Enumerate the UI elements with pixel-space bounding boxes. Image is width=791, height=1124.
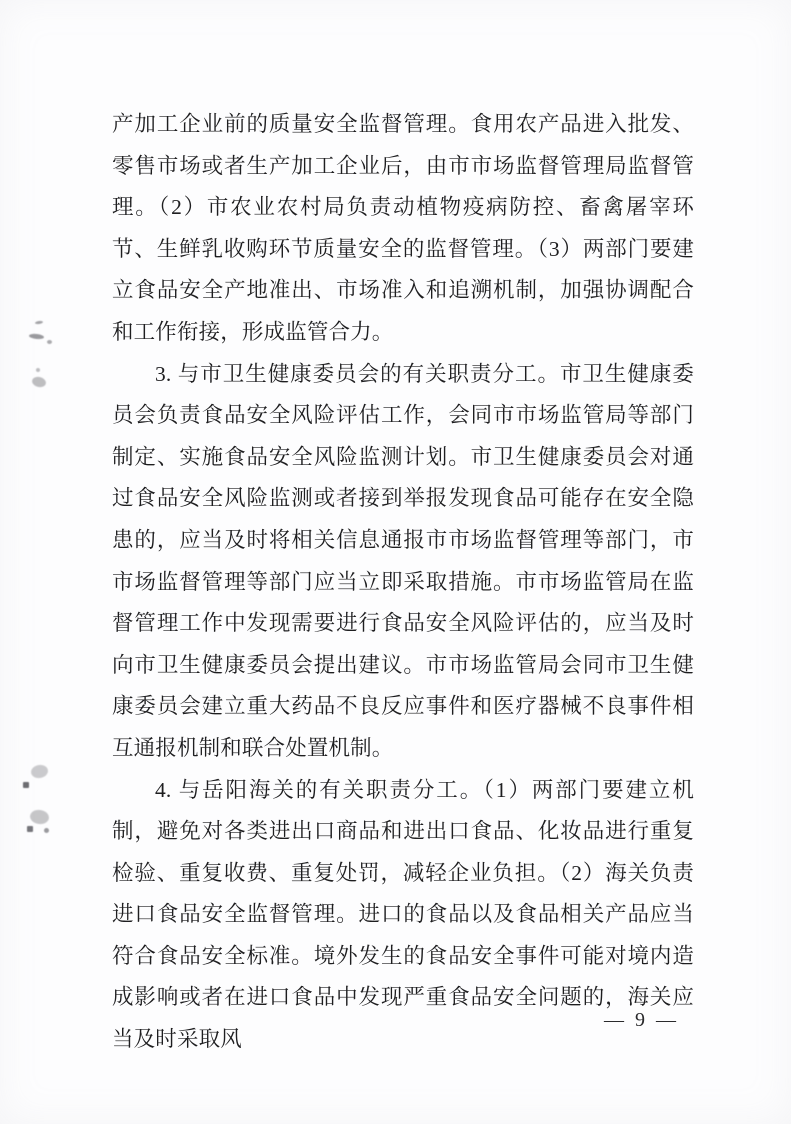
ink-smudge — [36, 368, 40, 372]
ink-smudge — [29, 809, 50, 826]
ink-smudge — [47, 340, 52, 344]
ink-smudge — [29, 333, 44, 340]
ink-smudge — [27, 826, 33, 832]
ink-smudge — [31, 375, 47, 388]
paragraph-continuation: 产加工企业前的质量安全监督管理。食用农产品进入批发、零售市场或者生产加工企业后，由市市场监督管理局监督管理。（2）市农业农村局负责动植物疫病防控、畜禽屠宰环节、生鲜乳收购环节质量安全的监督管理。（3）两部门要建立食品安全产地准出、市场准入和追溯机制，加强协调配合和工作衔接，形成监管合力。 — [112, 112, 694, 344]
ink-smudge — [44, 828, 49, 833]
body-text — [112, 104, 694, 1061]
page-number: — 9 — — [604, 1009, 679, 1031]
ink-smudge — [35, 320, 43, 324]
ink-smudge — [23, 782, 29, 788]
paragraph-item-3: 3. 与市卫生健康委员会的有关职责分工。市卫生健康委员会负责食品安全风险评估工作，会同市市场监管局等部门制定、实施食品安全风险监测计划。市卫生健康委员会对通过食品安全风险监测或者接到举报发现食品可能存在安全隐患的，应当及时将相关信息通报市市场监督管理等部门，市市场监督管理等部门应当立即采取措施。市市场监管局在监督管理工作中发现需要进行食品安全风险评估的，应当及时向市卫生健康委员会提出建议。市市场监管局会同市卫生健康委员会建立重大药品不良反应事件和医疗器械不良事件相互通报机制和联合处置机制。 — [112, 361, 694, 760]
ink-smudge — [30, 764, 49, 780]
paragraph-item-4: 4. 与岳阳海关的有关职责分工。（1）两部门要建立机制，避免对各类进出口商品和进出口食品、化妆品进行重复检验、重复收费、重复处罚，减轻企业负担。（2）海关负责进口食品安全监督管理。进口的食品以及食品相关产品应当符合食品安全标准。境外发生的食品安全事件可能对境内造成影响或者在进口食品中发现严重食品安全问题的，海关应当及时采取风 — [112, 777, 694, 1052]
